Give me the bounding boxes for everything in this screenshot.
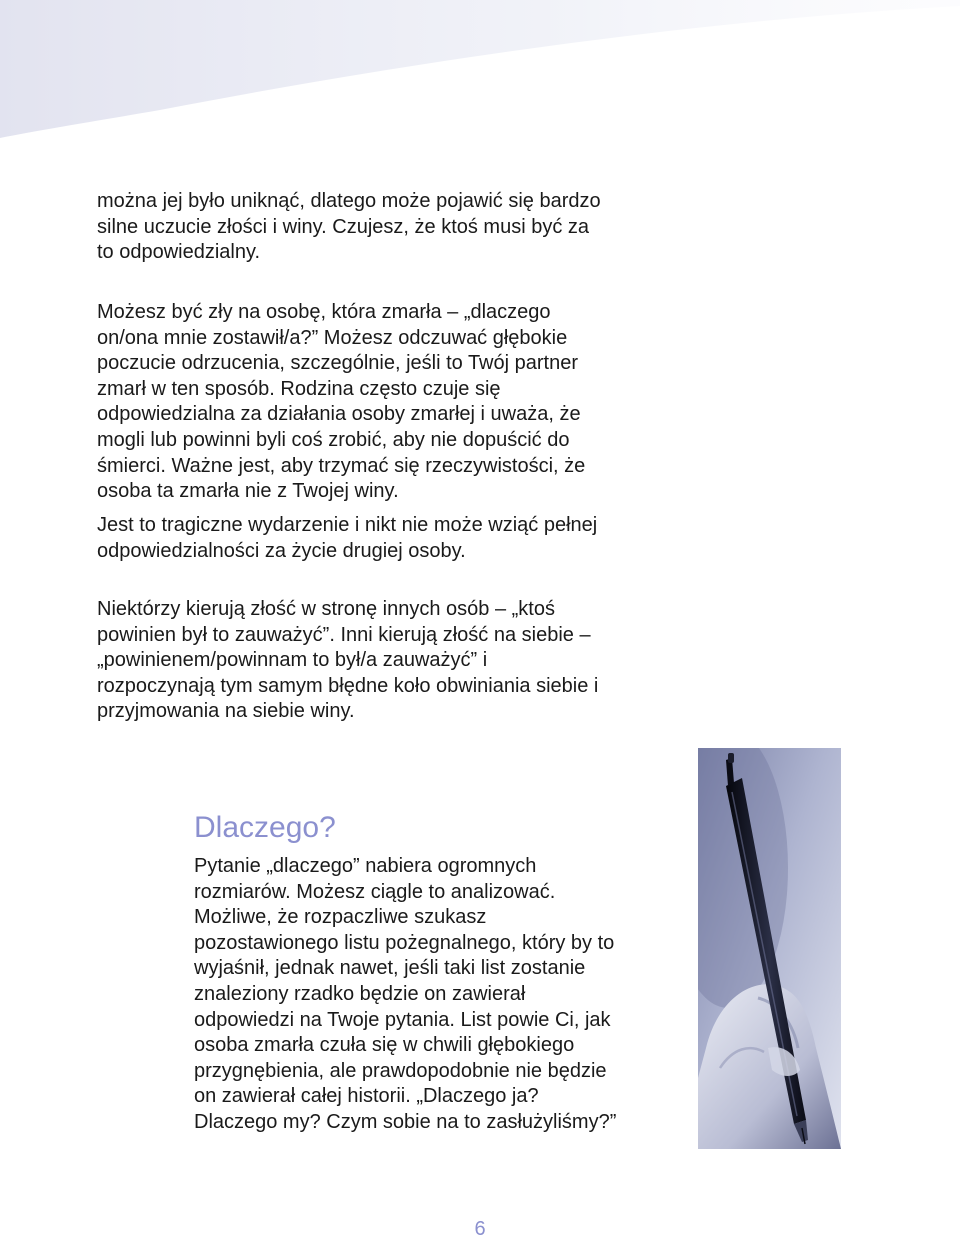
text-line: przyjmowania na siebie winy. [97,700,355,723]
text-line: pozostawionego listu pożegnalnego, który by to [194,931,615,954]
text-line: Niektórzy kierują złość w stronę innych osób – „ktoś [97,598,555,620]
text-line: osoba ta zmarła nie z Twojej winy. [97,480,399,503]
text-line: on zawierał całej historii. „Dlaczego ja? [194,1085,539,1108]
text-line: powinien był to zauważyć”. Inni kierują złość na siebie – [97,623,591,646]
text-line: Możesz być zły na osobę, która zmarła – „dlaczego [97,301,551,323]
text-line: Jest to tragiczne wydarzenie i nikt nie może wziąć pełnej [97,514,598,536]
text-line: silne uczucie złości i winy. Czujesz, że ktoś musi być za [97,215,590,238]
paragraph-2 [97,300,697,505]
paragraph-1 [97,189,697,266]
text-line: odpowiedzi na Twoje pytania. List powie Ci, jak [194,1008,611,1031]
text-line: osoba zmarła czuła się w chwili głębokiego [194,1034,575,1057]
text-line: mogli lub powinni byli coś zrobić, aby nie dopuścić do [97,428,570,451]
text-line: wyjaśnił, jednak nawet, jeśli taki list zostanie [194,957,586,980]
text-line: przygnębienia, ale prawdopodobnie nie będzie [194,1059,607,1082]
text-line: Możliwe, że rozpaczliwe szukasz [194,906,487,929]
pen-in-hand-illustration [698,748,841,1149]
text-line: odpowiedzialna za działania osoby zmarłej i uważa, że [97,403,581,426]
text-line: Pytanie „dlaczego” nabiera ogromnych [194,855,537,877]
corner-swoosh-decoration [0,0,960,140]
paragraph-4 [97,597,697,725]
text-line: znaleziony rzadko będzie on zawierał [194,982,526,1005]
text-line: można jej było uniknąć, dlatego może pojawić się bardzo [97,190,601,212]
section-heading: Dlaczego? [194,811,336,844]
text-line: śmierci. Ważne jest, aby trzymać się rzeczywistości, że [97,454,586,477]
text-line: to odpowiedzialny. [97,241,261,264]
text-line: zmarł w ten sposób. Rodzina często czuje się [97,377,501,400]
paragraph-3 [97,513,697,564]
page-number: 6 [474,1218,486,1240]
text-line: „powinienem/powinnam to był/a zauważyć” i [97,649,488,672]
pen-in-hand-photo [698,748,841,1149]
text-line: rozmiarów. Możesz ciągle to analizować. [194,880,556,903]
text-line: on/ona mnie zostawił/a?” Możesz odczuwać głębokie [97,326,568,349]
text-line: Dlaczego my? Czym sobie na to zasłużyliśmy?” [194,1110,617,1133]
text-line: odpowiedzialności za życie drugiej osoby. [97,539,466,562]
text-line: poczucie odrzucenia, szczególnie, jeśli to Twój partner [97,352,578,375]
text-line: rozpoczynają tym samym błędne koło obwiniania siebie i [97,674,599,697]
